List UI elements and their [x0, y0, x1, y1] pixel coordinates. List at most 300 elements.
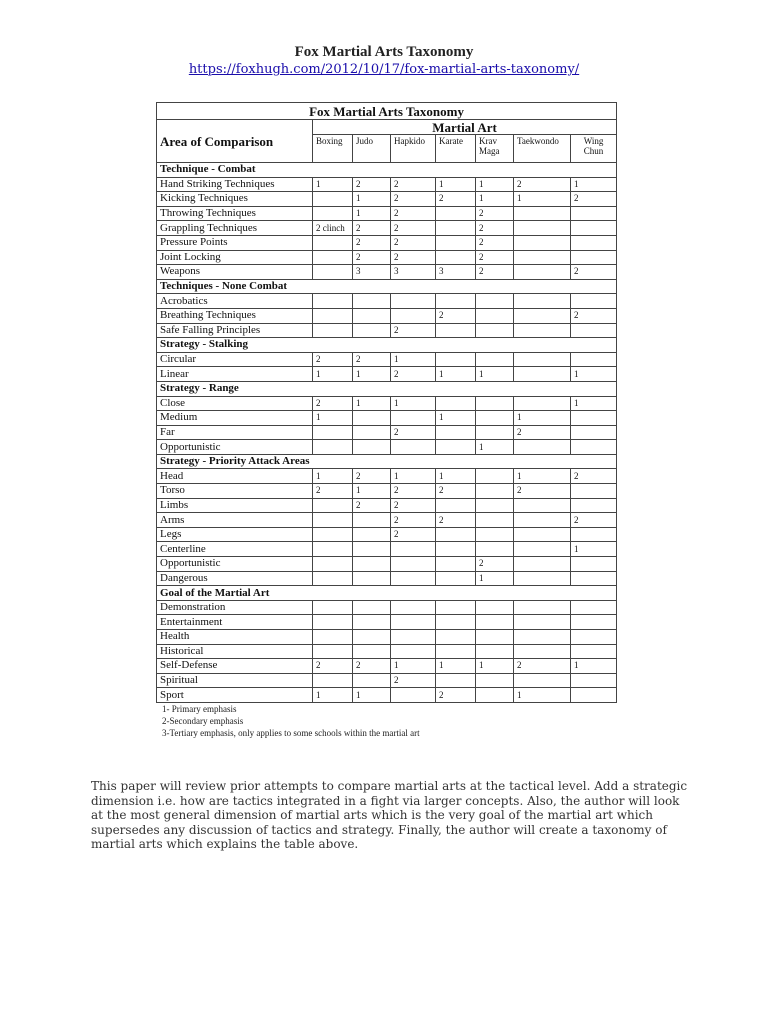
- rating-cell: [514, 644, 571, 659]
- rating-cell: [353, 644, 391, 659]
- rating-cell: [436, 571, 476, 586]
- rating-cell: [353, 411, 391, 426]
- rating-cell: [514, 323, 571, 338]
- rating-cell: 2: [436, 513, 476, 528]
- rating-cell: [313, 644, 353, 659]
- table-row: [157, 396, 617, 411]
- rating-cell: 2: [436, 192, 476, 207]
- table-row: [157, 367, 617, 382]
- rating-cell: [313, 265, 353, 280]
- table-row: [157, 673, 617, 688]
- row-label: Sport: [157, 688, 313, 703]
- row-label: Opportunistic: [157, 557, 313, 572]
- row-label: Medium: [157, 411, 313, 426]
- row-label: Linear: [157, 367, 313, 382]
- rating-cell: [476, 294, 514, 309]
- rating-cell: [476, 688, 514, 703]
- rating-cell: 1: [476, 192, 514, 207]
- section-row: [157, 279, 617, 294]
- rating-cell: 2: [391, 192, 436, 207]
- legend-secondary: 2-Secondary emphasis: [162, 716, 244, 726]
- rating-cell: [514, 615, 571, 630]
- rating-cell: [514, 308, 571, 323]
- rating-cell: 3: [353, 265, 391, 280]
- row-label: Self-Defense: [157, 659, 313, 674]
- rating-cell: 2: [353, 469, 391, 484]
- table-row: [157, 323, 617, 338]
- table-row: [157, 600, 617, 615]
- section-heading: Strategy - Range: [157, 381, 617, 396]
- rating-cell: [571, 498, 617, 513]
- rating-cell: [514, 367, 571, 382]
- row-label: Far: [157, 425, 313, 440]
- rating-cell: [571, 673, 617, 688]
- rating-cell: 1: [353, 206, 391, 221]
- rating-cell: [571, 250, 617, 265]
- rating-cell: 1: [514, 688, 571, 703]
- table-row: [157, 411, 617, 426]
- rating-cell: [436, 425, 476, 440]
- rating-cell: [391, 308, 436, 323]
- rating-cell: [571, 484, 617, 499]
- table-row: [157, 498, 617, 513]
- rating-cell: [436, 323, 476, 338]
- rating-cell: [313, 308, 353, 323]
- section-heading: Technique - Combat: [157, 163, 617, 178]
- rating-cell: [436, 542, 476, 557]
- row-label: Opportunistic: [157, 440, 313, 455]
- rating-cell: 2: [391, 367, 436, 382]
- table-legend: [162, 703, 420, 739]
- rating-cell: 2: [391, 235, 436, 250]
- rating-cell: 1: [514, 411, 571, 426]
- rating-cell: [391, 688, 436, 703]
- rating-cell: [353, 440, 391, 455]
- rating-cell: 2: [571, 308, 617, 323]
- rating-cell: 1: [353, 688, 391, 703]
- rating-cell: 2: [571, 192, 617, 207]
- rating-cell: [514, 250, 571, 265]
- table-row: [157, 557, 617, 572]
- rating-cell: [313, 673, 353, 688]
- rating-cell: 2: [476, 235, 514, 250]
- rating-cell: [353, 571, 391, 586]
- table-row: [157, 221, 617, 236]
- taxonomy-table-body: [157, 163, 617, 703]
- column-header-boxing: Boxing: [313, 135, 353, 163]
- rating-cell: [353, 527, 391, 542]
- row-label: Kicking Techniques: [157, 192, 313, 207]
- rating-cell: [391, 615, 436, 630]
- rating-cell: [514, 206, 571, 221]
- rating-cell: 2: [313, 659, 353, 674]
- rating-cell: [313, 498, 353, 513]
- table-row: [157, 527, 617, 542]
- rating-cell: [353, 600, 391, 615]
- rating-cell: 1: [571, 659, 617, 674]
- rating-cell: [353, 513, 391, 528]
- rating-cell: [353, 425, 391, 440]
- rating-cell: 2: [571, 513, 617, 528]
- row-label: Demonstration: [157, 600, 313, 615]
- rating-cell: [313, 250, 353, 265]
- rating-cell: [313, 206, 353, 221]
- rating-cell: 1: [353, 396, 391, 411]
- taxonomy-table: [156, 102, 617, 703]
- rating-cell: [571, 221, 617, 236]
- rating-cell: 2: [476, 557, 514, 572]
- table-row: [157, 440, 617, 455]
- rating-cell: [313, 440, 353, 455]
- table-row: [157, 542, 617, 557]
- rating-cell: 1: [436, 659, 476, 674]
- rating-cell: 1: [514, 192, 571, 207]
- rating-cell: 1: [514, 469, 571, 484]
- rating-cell: 2: [476, 250, 514, 265]
- rating-cell: 2: [353, 221, 391, 236]
- rating-cell: [391, 600, 436, 615]
- rating-cell: 2: [353, 659, 391, 674]
- rating-cell: [571, 352, 617, 367]
- rating-cell: 2: [391, 513, 436, 528]
- rating-cell: [436, 440, 476, 455]
- intro-paragraph: This paper will review prior attempts to compare martial arts at the tactical level. Add a strategic dimension i.e. how are tactics integrated in a fight via larger concepts. Also, the author will look at the most general dimension of martial arts which is the very goal of the martial art which supersedes any discussion of tactics and strategy. Finally, the author will create a taxonomy of martial arts which explains the table above.: [91, 779, 688, 851]
- rating-cell: 1: [436, 469, 476, 484]
- rating-cell: [571, 323, 617, 338]
- rating-cell: 1: [391, 659, 436, 674]
- rating-cell: 2: [391, 206, 436, 221]
- table-row: [157, 192, 617, 207]
- rating-cell: [436, 221, 476, 236]
- rating-cell: [313, 513, 353, 528]
- rating-cell: [514, 294, 571, 309]
- rating-cell: [436, 673, 476, 688]
- rating-cell: 1: [313, 411, 353, 426]
- row-label: Throwing Techniques: [157, 206, 313, 221]
- section-row: [157, 338, 617, 353]
- section-heading: Strategy - Priority Attack Areas: [157, 454, 617, 469]
- martial-art-header: Martial Art: [313, 120, 617, 135]
- rating-cell: [476, 630, 514, 645]
- rating-cell: 2: [391, 221, 436, 236]
- rating-cell: [391, 411, 436, 426]
- rating-cell: [353, 542, 391, 557]
- rating-cell: [514, 235, 571, 250]
- legend-tertiary: 3-Tertiary emphasis, only applies to some schools within the martial art: [162, 728, 420, 738]
- row-label: Torso: [157, 484, 313, 499]
- rating-cell: [353, 294, 391, 309]
- rating-cell: [436, 352, 476, 367]
- rating-cell: 2: [353, 250, 391, 265]
- rating-cell: [571, 630, 617, 645]
- row-label: Circular: [157, 352, 313, 367]
- row-label: Entertainment: [157, 615, 313, 630]
- row-label: Weapons: [157, 265, 313, 280]
- rating-cell: [313, 557, 353, 572]
- rating-cell: 1: [476, 440, 514, 455]
- rating-cell: [571, 571, 617, 586]
- rating-cell: [353, 323, 391, 338]
- rating-cell: [353, 673, 391, 688]
- rating-cell: 2: [514, 484, 571, 499]
- rating-cell: [436, 557, 476, 572]
- row-label: Safe Falling Principles: [157, 323, 313, 338]
- column-header-krav-maga: Krav Maga: [476, 135, 514, 163]
- rating-cell: [476, 673, 514, 688]
- section-row: [157, 163, 617, 178]
- rating-cell: 1: [353, 367, 391, 382]
- row-label: Breathing Techniques: [157, 308, 313, 323]
- rating-cell: [313, 192, 353, 207]
- rating-cell: 2: [571, 265, 617, 280]
- table-row: [157, 644, 617, 659]
- rating-cell: [571, 644, 617, 659]
- rating-cell: [476, 323, 514, 338]
- rating-cell: [571, 615, 617, 630]
- rating-cell: [571, 425, 617, 440]
- rating-cell: [476, 644, 514, 659]
- rating-cell: 1: [313, 688, 353, 703]
- row-label: Limbs: [157, 498, 313, 513]
- rating-cell: [391, 630, 436, 645]
- rating-cell: 1: [391, 396, 436, 411]
- section-heading: Strategy - Stalking: [157, 338, 617, 353]
- row-label: Head: [157, 469, 313, 484]
- rating-cell: [436, 235, 476, 250]
- section-row: [157, 454, 617, 469]
- rating-cell: 1: [353, 192, 391, 207]
- rating-cell: 2: [476, 221, 514, 236]
- table-row: [157, 250, 617, 265]
- rating-cell: [514, 396, 571, 411]
- rating-cell: [436, 294, 476, 309]
- rating-cell: [514, 440, 571, 455]
- column-header-karate: Karate: [436, 135, 476, 163]
- rating-cell: [514, 557, 571, 572]
- rating-cell: [514, 673, 571, 688]
- table-row: [157, 206, 617, 221]
- rating-cell: [391, 644, 436, 659]
- rating-cell: [313, 600, 353, 615]
- table-row: [157, 469, 617, 484]
- column-header-judo: Judo: [353, 135, 391, 163]
- rating-cell: [476, 469, 514, 484]
- table-row: [157, 688, 617, 703]
- rating-cell: 1: [313, 469, 353, 484]
- table-row: [157, 659, 617, 674]
- rating-cell: [571, 600, 617, 615]
- table-row: [157, 177, 617, 192]
- rating-cell: 2: [514, 177, 571, 192]
- rating-cell: 1: [313, 367, 353, 382]
- row-label: Centerline: [157, 542, 313, 557]
- rating-cell: [353, 557, 391, 572]
- rating-cell: 2: [391, 484, 436, 499]
- rating-cell: 2: [391, 323, 436, 338]
- rating-cell: 1: [436, 411, 476, 426]
- rating-cell: 2: [391, 673, 436, 688]
- table-row: [157, 425, 617, 440]
- rating-cell: [571, 294, 617, 309]
- row-label: Arms: [157, 513, 313, 528]
- rating-cell: [514, 265, 571, 280]
- rating-cell: [436, 644, 476, 659]
- rating-cell: [476, 411, 514, 426]
- rating-cell: [514, 221, 571, 236]
- rating-cell: 1: [476, 367, 514, 382]
- table-row: [157, 630, 617, 645]
- rating-cell: [313, 615, 353, 630]
- rating-cell: [353, 308, 391, 323]
- rating-cell: [313, 571, 353, 586]
- rating-cell: 2: [313, 396, 353, 411]
- rating-cell: [571, 527, 617, 542]
- rating-cell: 2: [514, 425, 571, 440]
- rating-cell: [476, 308, 514, 323]
- rating-cell: 1: [391, 469, 436, 484]
- rating-cell: [514, 630, 571, 645]
- rating-cell: 1: [476, 571, 514, 586]
- rating-cell: [476, 513, 514, 528]
- rating-cell: 2: [514, 659, 571, 674]
- rating-cell: 3: [436, 265, 476, 280]
- rating-cell: [476, 352, 514, 367]
- row-label: Close: [157, 396, 313, 411]
- rating-cell: 2 clinch: [313, 221, 353, 236]
- rating-cell: 2: [353, 235, 391, 250]
- column-header-wing-chun: Wing Chun: [571, 135, 617, 163]
- table-row: [157, 571, 617, 586]
- rating-cell: [436, 527, 476, 542]
- rating-cell: [476, 615, 514, 630]
- column-header-taekwondo: Taekwondo: [514, 135, 571, 163]
- column-header-hapkido: Hapkido: [391, 135, 436, 163]
- rating-cell: [476, 527, 514, 542]
- section-heading: Techniques - None Combat: [157, 279, 617, 294]
- section-row: [157, 381, 617, 396]
- rating-cell: [476, 425, 514, 440]
- rating-cell: 1: [353, 484, 391, 499]
- rating-cell: [571, 440, 617, 455]
- row-label: Dangerous: [157, 571, 313, 586]
- row-label: Health: [157, 630, 313, 645]
- section-heading: Goal of the Martial Art: [157, 586, 617, 601]
- table-row: [157, 235, 617, 250]
- rating-cell: [476, 484, 514, 499]
- rating-cell: 2: [391, 177, 436, 192]
- rating-cell: [476, 498, 514, 513]
- row-label: Hand Striking Techniques: [157, 177, 313, 192]
- rating-cell: 1: [571, 396, 617, 411]
- row-label: Historical: [157, 644, 313, 659]
- table-title: Fox Martial Arts Taxonomy: [157, 103, 617, 120]
- rating-cell: [436, 600, 476, 615]
- table-row: [157, 513, 617, 528]
- rating-cell: [571, 688, 617, 703]
- rating-cell: [313, 542, 353, 557]
- rating-cell: [514, 513, 571, 528]
- rating-cell: [571, 235, 617, 250]
- rating-cell: [514, 352, 571, 367]
- rating-cell: 2: [436, 308, 476, 323]
- table-row: [157, 352, 617, 367]
- rating-cell: 2: [313, 484, 353, 499]
- section-row: [157, 586, 617, 601]
- rating-cell: [313, 630, 353, 645]
- rating-cell: 1: [313, 177, 353, 192]
- rating-cell: [391, 440, 436, 455]
- rating-cell: [353, 630, 391, 645]
- rating-cell: 2: [571, 469, 617, 484]
- rating-cell: 2: [391, 527, 436, 542]
- rating-cell: 2: [436, 484, 476, 499]
- source-url-link[interactable]: https://foxhugh.com/2012/10/17/fox-martial-arts-taxonomy/: [188, 62, 580, 77]
- rating-cell: [436, 206, 476, 221]
- row-label: Joint Locking: [157, 250, 313, 265]
- rating-cell: 2: [391, 425, 436, 440]
- table-row: [157, 308, 617, 323]
- rating-cell: [571, 206, 617, 221]
- row-label: Legs: [157, 527, 313, 542]
- rating-cell: 2: [313, 352, 353, 367]
- row-label: Spiritual: [157, 673, 313, 688]
- rating-cell: [313, 323, 353, 338]
- rating-cell: 3: [391, 265, 436, 280]
- rating-cell: 1: [571, 542, 617, 557]
- rating-cell: 1: [571, 177, 617, 192]
- area-of-comparison-header: Area of Comparison: [157, 120, 313, 163]
- rating-cell: 1: [476, 659, 514, 674]
- rating-cell: [436, 630, 476, 645]
- rating-cell: 2: [391, 498, 436, 513]
- rating-cell: [391, 294, 436, 309]
- rating-cell: [476, 542, 514, 557]
- rating-cell: [391, 542, 436, 557]
- rating-cell: [391, 571, 436, 586]
- rating-cell: [514, 600, 571, 615]
- rating-cell: [436, 396, 476, 411]
- rating-cell: [436, 615, 476, 630]
- rating-cell: 2: [476, 206, 514, 221]
- rating-cell: [313, 425, 353, 440]
- rating-cell: [476, 600, 514, 615]
- table-row: [157, 294, 617, 309]
- rating-cell: 2: [436, 688, 476, 703]
- rating-cell: [436, 250, 476, 265]
- rating-cell: [313, 235, 353, 250]
- rating-cell: [514, 542, 571, 557]
- rating-cell: [571, 557, 617, 572]
- rating-cell: 1: [571, 367, 617, 382]
- rating-cell: [436, 498, 476, 513]
- table-row: [157, 265, 617, 280]
- rating-cell: [313, 294, 353, 309]
- rating-cell: 1: [436, 367, 476, 382]
- rating-cell: [571, 411, 617, 426]
- rating-cell: 2: [391, 250, 436, 265]
- row-label: Pressure Points: [157, 235, 313, 250]
- rating-cell: [514, 498, 571, 513]
- rating-cell: [353, 615, 391, 630]
- rating-cell: 1: [436, 177, 476, 192]
- row-label: Acrobatics: [157, 294, 313, 309]
- rating-cell: [391, 557, 436, 572]
- rating-cell: 1: [476, 177, 514, 192]
- rating-cell: 1: [391, 352, 436, 367]
- document-title: Fox Martial Arts Taxonomy: [294, 44, 474, 60]
- rating-cell: 2: [353, 352, 391, 367]
- table-row: [157, 484, 617, 499]
